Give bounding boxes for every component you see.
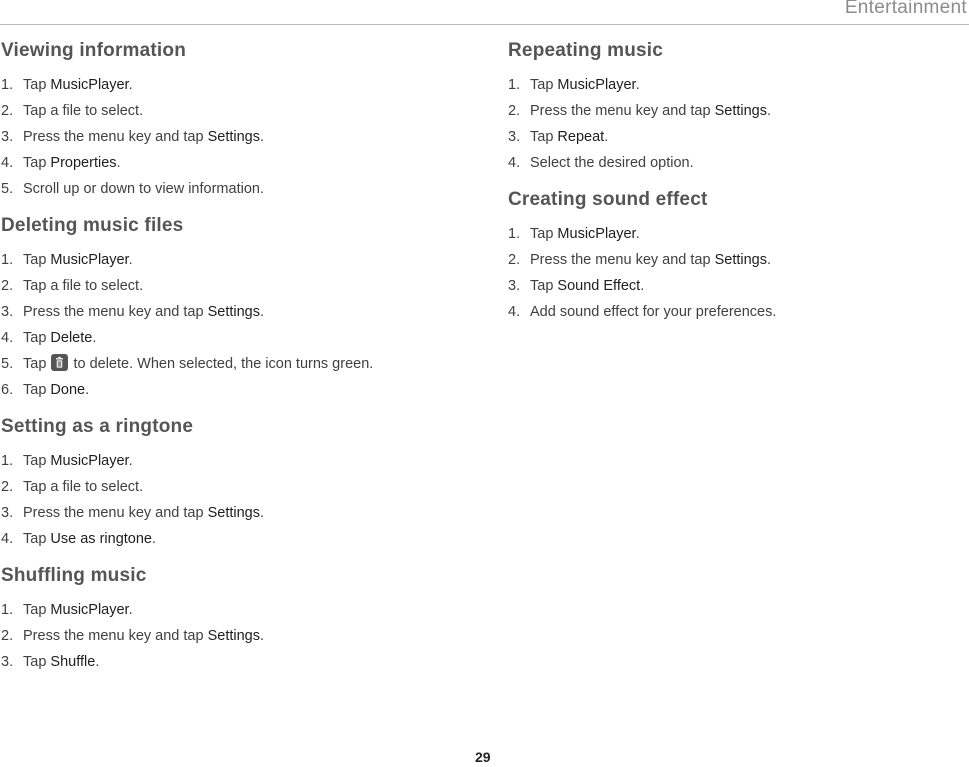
step-number: 2. — [508, 252, 521, 268]
step-text: . — [635, 226, 640, 242]
step-item — [508, 150, 948, 176]
step-text: Press the menu key and tap — [23, 505, 208, 521]
ui-keyword: MusicPlayer — [50, 77, 129, 93]
step-number: 4. — [1, 531, 14, 547]
ui-keyword: Settings — [207, 304, 260, 320]
ui-keyword: Done — [50, 382, 86, 398]
step-item — [1, 649, 461, 675]
section-repeating-music — [508, 38, 948, 176]
step-text: Tap — [530, 77, 558, 93]
step-number: 3. — [1, 654, 14, 670]
left-column — [1, 38, 461, 675]
step-text: Tap a file to select. — [23, 103, 144, 119]
step-text: . — [128, 252, 133, 268]
step-text: . — [95, 654, 100, 670]
step-text: Tap — [23, 531, 51, 547]
ui-keyword: Properties — [50, 155, 117, 171]
step-list — [1, 247, 461, 403]
step-number: 1. — [1, 602, 14, 618]
ui-keyword: MusicPlayer — [50, 602, 129, 618]
section-spacer — [1, 202, 461, 213]
step-text: Press the menu key and tap — [23, 304, 208, 320]
step-item — [508, 124, 948, 150]
right-column — [508, 38, 948, 325]
ui-keyword: Use as ringtone — [50, 531, 152, 547]
step-number: 2. — [1, 479, 14, 495]
step-list — [508, 72, 948, 176]
step-text: Tap — [530, 226, 558, 242]
chapter-title: Entertainment — [844, 0, 967, 18]
ui-keyword: Settings — [207, 129, 260, 145]
step-number: 4. — [1, 155, 14, 171]
section-heading: Deleting music files — [1, 215, 184, 236]
section-spacer — [508, 176, 948, 187]
step-text: . — [128, 602, 133, 618]
step-text: . — [128, 77, 133, 93]
ui-keyword: MusicPlayer — [557, 77, 636, 93]
step-number: 3. — [1, 505, 14, 521]
ui-keyword: MusicPlayer — [50, 252, 129, 268]
step-text: Scroll up or down to view information. — [23, 181, 264, 197]
step-list — [1, 72, 461, 202]
step-item — [1, 474, 461, 500]
step-number: 1. — [1, 252, 14, 268]
step-item — [1, 150, 461, 176]
section-heading: Shuffling music — [1, 565, 147, 586]
step-list — [508, 221, 948, 325]
section-setting-as-a-ringtone — [1, 414, 461, 552]
step-item — [508, 72, 948, 98]
step-number: 2. — [1, 278, 14, 294]
step-number: 3. — [1, 304, 14, 320]
page-number: 29 — [475, 749, 491, 765]
step-text: . — [259, 304, 265, 320]
step-number: 4. — [1, 330, 14, 346]
step-text: Tap — [23, 453, 51, 469]
step-text: . — [640, 278, 645, 294]
step-text: . — [766, 103, 772, 119]
step-list — [1, 448, 461, 552]
step-number: 2. — [1, 628, 14, 644]
step-text: Tap — [530, 129, 558, 145]
step-text: . — [635, 77, 640, 93]
section-spacer — [1, 403, 461, 414]
step-number: 1. — [1, 77, 14, 93]
step-text: Press the menu key and tap — [23, 628, 208, 644]
step-number: 3. — [508, 278, 521, 294]
ui-keyword: MusicPlayer — [557, 226, 636, 242]
step-number: 5. — [1, 181, 14, 197]
ui-keyword: Settings — [714, 252, 767, 268]
step-number: 2. — [1, 103, 14, 119]
step-text: . — [604, 129, 609, 145]
step-item — [508, 273, 948, 299]
step-text: Tap a file to select. — [23, 479, 144, 495]
step-item — [1, 72, 461, 98]
step-text: . — [259, 129, 265, 145]
step-number: 3. — [508, 129, 521, 145]
step-item — [1, 500, 461, 526]
trash-icon — [51, 354, 68, 371]
step-item — [1, 325, 461, 351]
step-item — [508, 247, 948, 273]
step-text: Select the desired option. — [530, 155, 694, 171]
step-item — [1, 448, 461, 474]
ui-keyword: MusicPlayer — [50, 453, 129, 469]
ui-keyword: Delete — [50, 330, 93, 346]
step-number: 3. — [1, 129, 14, 145]
step-number: 4. — [508, 155, 521, 171]
step-list — [1, 597, 461, 675]
step-text: . — [259, 628, 265, 644]
step-text: . — [259, 505, 265, 521]
step-text: Tap — [23, 356, 51, 372]
step-item — [1, 377, 461, 403]
step-text: Tap — [23, 382, 51, 398]
step-text: to delete. When selected, the icon turns green. — [69, 356, 374, 372]
step-item — [1, 273, 461, 299]
step-number: 4. — [508, 304, 521, 320]
ui-keyword: Settings — [207, 505, 260, 521]
step-text: Tap — [23, 77, 51, 93]
step-number: 1. — [1, 453, 14, 469]
step-text: Press the menu key and tap — [530, 252, 715, 268]
section-heading: Repeating music — [508, 40, 664, 61]
header-divider — [0, 24, 969, 25]
step-text: Tap — [23, 155, 51, 171]
step-item — [1, 176, 461, 202]
step-item — [508, 221, 948, 247]
step-text: Tap — [23, 654, 51, 670]
step-text: . — [128, 453, 133, 469]
ui-keyword: Settings — [714, 103, 767, 119]
step-number: 5. — [1, 356, 14, 372]
step-item — [508, 98, 948, 124]
step-text: Add sound effect for your preferences. — [530, 304, 777, 320]
ui-keyword: Settings — [207, 628, 260, 644]
ui-keyword: Sound Effect — [557, 278, 641, 294]
section-heading: Setting as a ringtone — [1, 416, 194, 437]
step-text: Press the menu key and tap — [23, 129, 208, 145]
step-text: Tap — [23, 330, 51, 346]
step-item — [1, 597, 461, 623]
section-spacer — [1, 552, 461, 563]
step-number: 6. — [1, 382, 14, 398]
section-viewing-information — [1, 38, 461, 202]
step-item — [1, 623, 461, 649]
section-deleting-music-files — [1, 213, 461, 403]
step-item — [1, 299, 461, 325]
step-item — [1, 98, 461, 124]
ui-keyword: Repeat — [557, 129, 605, 145]
step-text: Tap — [530, 278, 558, 294]
ui-keyword: Shuffle — [50, 654, 96, 670]
step-text: Tap a file to select. — [23, 278, 144, 294]
step-number: 1. — [508, 226, 521, 242]
step-item — [1, 247, 461, 273]
step-item — [1, 124, 461, 150]
step-item — [508, 299, 948, 325]
step-item — [1, 526, 461, 552]
step-text: . — [85, 382, 90, 398]
step-text: . — [92, 330, 97, 346]
step-text: . — [151, 531, 157, 547]
section-creating-sound-effect — [508, 187, 948, 325]
section-heading: Creating sound effect — [508, 189, 708, 210]
step-item — [1, 351, 461, 377]
section-shuffling-music — [1, 563, 461, 675]
step-number: 1. — [508, 77, 521, 93]
step-text: Tap — [23, 602, 51, 618]
step-text: Tap — [23, 252, 51, 268]
section-heading: Viewing information — [1, 40, 187, 61]
step-text: . — [766, 252, 772, 268]
step-text: Press the menu key and tap — [530, 103, 715, 119]
step-number: 2. — [508, 103, 521, 119]
step-text: . — [116, 155, 121, 171]
